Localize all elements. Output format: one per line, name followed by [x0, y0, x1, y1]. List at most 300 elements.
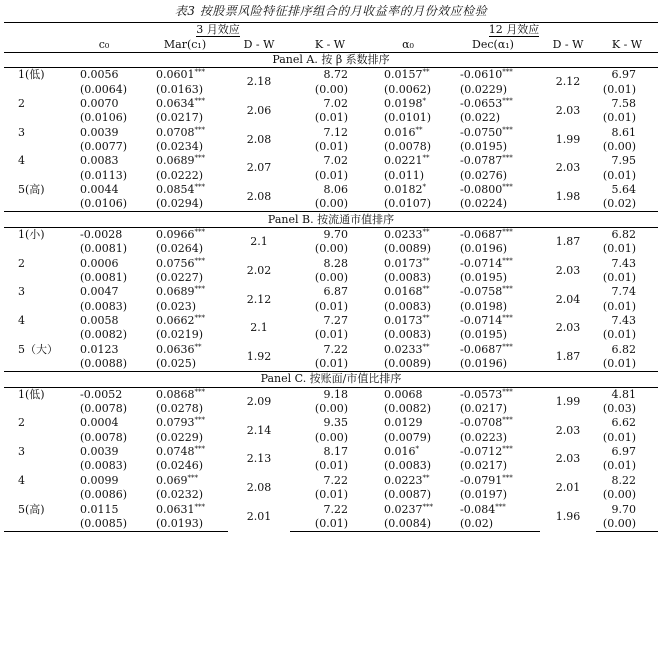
kw-december-p-value: (0.00)	[602, 139, 636, 153]
mar-value	[142, 183, 228, 197]
row-label-empty	[4, 197, 66, 212]
mar-se	[142, 111, 228, 125]
kw-march-value: 8.28	[323, 256, 348, 270]
dw-march-value: 2.06	[246, 104, 272, 118]
mar-value	[142, 416, 228, 430]
col-header: Dec(α₁)	[446, 37, 540, 52]
dw-december-value: 1.87	[555, 349, 581, 363]
dec-value-value: -0.0714	[460, 256, 503, 270]
dw-december	[540, 445, 596, 474]
c0-value-value: 0.0047	[80, 285, 119, 299]
dw-march	[228, 285, 290, 314]
col-header: Mar(c₁)	[142, 37, 228, 52]
kw-march	[290, 68, 370, 83]
panel-title-value: Panel A. 按 β 系数排序	[272, 52, 390, 66]
a0-value	[370, 68, 446, 83]
significance-stars: **	[422, 227, 430, 236]
dw-march-value: 2.01	[246, 509, 272, 523]
a0-se	[370, 300, 446, 314]
significance-stars: ***	[502, 285, 513, 294]
dw-march-value: 2.1	[250, 235, 268, 249]
kw-march-p-value: (0.01)	[314, 328, 348, 342]
dec-se-value: (0.0217)	[460, 459, 508, 473]
kw-march-value: 7.22	[323, 342, 348, 356]
significance-stars: ***	[194, 68, 205, 77]
kw-december-p	[596, 82, 658, 96]
row-label-value: 1(低)	[18, 387, 45, 401]
a0-value	[370, 183, 446, 197]
c0-se	[66, 517, 142, 532]
dec-value	[446, 125, 540, 139]
row-label-value: 3	[18, 125, 25, 139]
col-header: c₀	[66, 37, 142, 52]
c0-value-value: 0.0115	[80, 502, 119, 516]
kw-march	[290, 227, 370, 242]
row-label-value: 2	[18, 256, 25, 270]
c0-value-value: 0.0083	[80, 154, 119, 168]
mar-se	[142, 140, 228, 154]
dw-december	[540, 314, 596, 343]
column-header-row	[4, 37, 658, 52]
kw-march-p	[290, 402, 370, 416]
a0-se-value: (0.0107)	[384, 197, 432, 211]
panel-title-value: Panel C. 按账面/市值比排序	[260, 372, 402, 386]
c0-value-value: 0.0006	[80, 256, 119, 270]
c0-se-value: (0.0081)	[80, 271, 128, 285]
c0-value-value: 0.0058	[80, 314, 119, 328]
row-label-empty	[4, 140, 66, 154]
dec-value-value: -0.0758	[460, 285, 503, 299]
kw-december-value: 4.81	[611, 387, 636, 401]
kw-december-value: 7.95	[611, 154, 636, 168]
row-label-empty	[4, 328, 66, 342]
dec-value-value: -0.0714	[460, 314, 503, 328]
c0-se-value: (0.0113)	[80, 168, 128, 182]
dec-value	[446, 474, 540, 488]
kw-march-p	[290, 197, 370, 212]
a0-se-value: (0.0087)	[384, 488, 432, 502]
kw-december-value: 6.62	[611, 416, 636, 430]
kw-december-p	[596, 459, 658, 473]
a0-se	[370, 488, 446, 502]
dec-se	[446, 242, 540, 256]
c0-se	[66, 111, 142, 125]
c0-se-value: (0.0106)	[80, 197, 128, 211]
c0-se	[66, 328, 142, 342]
c0-value	[66, 285, 142, 299]
dec-se	[446, 300, 540, 314]
kw-december-value: 7.74	[611, 285, 636, 299]
kw-march-p-value: (0.00)	[314, 197, 348, 211]
row-label	[4, 125, 66, 139]
dw-march	[228, 387, 290, 416]
mar-value	[142, 314, 228, 328]
kw-march-p	[290, 300, 370, 314]
dec-value	[446, 97, 540, 111]
c0-value	[66, 502, 142, 516]
a0-value	[370, 474, 446, 488]
kw-march-p-value: (0.01)	[314, 139, 348, 153]
table-row	[4, 445, 658, 459]
kw-march	[290, 183, 370, 197]
dw-march-value: 2.07	[246, 161, 272, 175]
dec-value-value: -0.0800	[460, 182, 503, 196]
group-header-march: 3 月效应	[66, 23, 370, 38]
c0-se	[66, 168, 142, 182]
kw-march	[290, 502, 370, 516]
kw-march-p-value: (0.01)	[314, 111, 348, 125]
table-row	[4, 125, 658, 139]
row-label	[4, 502, 66, 516]
mar-value-value: 0.0756	[156, 256, 195, 270]
kw-december-value: 6.97	[611, 445, 636, 459]
a0-se	[370, 328, 446, 342]
c0-se	[66, 402, 142, 416]
mar-se-value: (0.0193)	[156, 516, 204, 530]
row-label	[4, 227, 66, 242]
row-label-value: 4	[18, 473, 25, 487]
kw-december-value: 7.43	[611, 256, 636, 270]
kw-march-p-value: (0.01)	[314, 516, 348, 530]
c0-value-value: 0.0039	[80, 125, 119, 139]
kw-december-p-value: (0.03)	[602, 402, 636, 416]
dw-december	[540, 183, 596, 212]
c0-se-value: (0.0083)	[80, 299, 128, 313]
kw-march-value: 8.17	[323, 445, 348, 459]
col-header: D - W	[228, 37, 290, 52]
dw-march	[228, 183, 290, 212]
row-label-empty	[4, 431, 66, 445]
col-header: D - W	[540, 37, 596, 52]
mar-value	[142, 502, 228, 516]
c0-value-value: 0.0070	[80, 96, 119, 110]
kw-march-p-value: (0.00)	[314, 82, 348, 96]
a0-se-value: (0.0082)	[384, 402, 432, 416]
c0-se	[66, 140, 142, 154]
c0-se	[66, 82, 142, 96]
a0-value-value: 0.0233	[384, 342, 423, 356]
kw-december-p-value: (0.01)	[602, 168, 636, 182]
dec-value	[446, 285, 540, 299]
table-row	[4, 343, 658, 357]
dw-march-value: 2.02	[246, 263, 272, 277]
table-row	[4, 183, 658, 197]
significance-stars: ***	[502, 68, 513, 77]
c0-se	[66, 431, 142, 445]
a0-value	[370, 416, 446, 430]
kw-march-p	[290, 168, 370, 182]
c0-se-value: (0.0081)	[80, 242, 128, 256]
c0-value	[66, 125, 142, 139]
group-header-december: 12 月效应	[370, 23, 658, 38]
mar-value-value: 0.0689	[156, 154, 195, 168]
dec-value-value: -0.0653	[460, 96, 503, 110]
kw-december-value: 7.43	[611, 314, 636, 328]
dw-march-value: 2.18	[246, 75, 272, 89]
a0-se-value: (0.0083)	[384, 271, 432, 285]
significance-stars: ***	[502, 96, 513, 105]
kw-december-p	[596, 140, 658, 154]
kw-december	[596, 416, 658, 430]
dw-december-value: 2.12	[555, 75, 581, 89]
kw-december-p	[596, 402, 658, 416]
c0-value	[66, 97, 142, 111]
c0-se	[66, 357, 142, 372]
kw-december	[596, 68, 658, 83]
dw-december	[540, 416, 596, 445]
kw-march-p-value: (0.01)	[314, 299, 348, 313]
mar-se	[142, 517, 228, 532]
significance-stars: ***	[194, 227, 205, 236]
mar-value-value: 0.0634	[156, 96, 195, 110]
kw-december-p-value: (0.01)	[602, 328, 636, 342]
dec-value-value: -0.084	[460, 502, 496, 516]
results-table	[4, 22, 658, 532]
row-label-value: 4	[18, 154, 25, 168]
table-row	[4, 257, 658, 271]
kw-march-value: 8.72	[323, 68, 348, 82]
row-label-empty	[4, 82, 66, 96]
kw-march	[290, 314, 370, 328]
kw-december-value: 9.70	[611, 502, 636, 516]
c0-value	[66, 227, 142, 242]
c0-se-value: (0.0086)	[80, 488, 128, 502]
kw-march-p	[290, 357, 370, 372]
kw-december	[596, 445, 658, 459]
dw-december	[540, 502, 596, 531]
c0-value	[66, 445, 142, 459]
kw-december-p	[596, 300, 658, 314]
table-row	[4, 314, 658, 328]
c0-value-value: 0.0004	[80, 416, 119, 430]
kw-december-p-value: (0.02)	[602, 197, 636, 211]
row-label	[4, 154, 66, 168]
kw-december-p	[596, 357, 658, 372]
significance-stars: **	[194, 342, 202, 351]
dec-value-value: -0.0750	[460, 125, 503, 139]
significance-stars: **	[422, 342, 430, 351]
a0-se-value: (0.0079)	[384, 430, 432, 444]
mar-se-value: (0.0232)	[156, 488, 204, 502]
table-row	[4, 474, 658, 488]
significance-stars: **	[422, 68, 430, 77]
mar-value	[142, 474, 228, 488]
dw-march	[228, 257, 290, 286]
kw-december-p	[596, 328, 658, 342]
mar-value	[142, 285, 228, 299]
kw-march-p-value: (0.01)	[314, 357, 348, 371]
dw-march	[228, 314, 290, 343]
a0-value	[370, 154, 446, 168]
kw-march-value: 6.87	[323, 285, 348, 299]
a0-value	[370, 125, 446, 139]
table-caption: 表3 按股票风险特征排序组合的月收益率的月份效应检验	[174, 4, 488, 18]
a0-se	[370, 517, 446, 532]
c0-value	[66, 343, 142, 357]
kw-december	[596, 97, 658, 111]
dec-se-value: (0.0196)	[460, 357, 508, 371]
mar-value-value: 0.0662	[156, 314, 195, 328]
dw-march-value: 2.14	[246, 423, 272, 437]
kw-december-p-value: (0.00)	[602, 516, 636, 530]
kw-december	[596, 502, 658, 516]
kw-march	[290, 285, 370, 299]
kw-december-p	[596, 517, 658, 532]
dw-december	[540, 474, 596, 503]
panel-title-row	[4, 212, 658, 227]
mar-value-value: 0.0854	[156, 182, 195, 196]
kw-march	[290, 445, 370, 459]
dw-march	[228, 502, 290, 531]
a0-value	[370, 343, 446, 357]
mar-value-value: 0.0868	[156, 387, 195, 401]
significance-stars: ***	[422, 502, 433, 511]
c0-value	[66, 387, 142, 402]
table-row	[4, 154, 658, 168]
kw-march-p	[290, 140, 370, 154]
a0-value	[370, 314, 446, 328]
row-label-empty	[4, 111, 66, 125]
kw-march-p-value: (0.00)	[314, 430, 348, 444]
dw-december-value: 1.99	[555, 132, 581, 146]
kw-december-p	[596, 111, 658, 125]
mar-se	[142, 402, 228, 416]
dec-se	[446, 111, 540, 125]
significance-stars: ***	[502, 154, 513, 163]
significance-stars: *	[422, 96, 426, 105]
a0-value	[370, 227, 446, 242]
significance-stars: *	[415, 445, 419, 454]
kw-march-value: 7.12	[323, 125, 348, 139]
c0-se	[66, 242, 142, 256]
dw-march-value: 2.1	[250, 321, 268, 335]
kw-march-p	[290, 431, 370, 445]
c0-value-value: 0.0056	[80, 68, 119, 82]
a0-value	[370, 285, 446, 299]
a0-value-value: 0.0182	[384, 182, 423, 196]
dec-se-value: (0.0223)	[460, 430, 508, 444]
dw-march-value: 2.09	[246, 394, 272, 408]
mar-value-value: 0.0631	[156, 502, 195, 516]
dec-value-value: -0.0687	[460, 227, 503, 241]
significance-stars: *	[422, 182, 426, 191]
c0-se-value: (0.0088)	[80, 357, 128, 371]
a0-se	[370, 402, 446, 416]
row-label	[4, 445, 66, 459]
kw-december-p-value: (0.01)	[602, 271, 636, 285]
dw-december-value: 1.96	[555, 509, 581, 523]
significance-stars: ***	[502, 387, 513, 396]
dw-december-value: 2.03	[555, 452, 581, 466]
a0-value-value: 0.0129	[384, 416, 423, 430]
row-label	[4, 183, 66, 197]
dec-se-value: (0.0195)	[460, 139, 508, 153]
dec-value-value: -0.0573	[460, 387, 503, 401]
dw-march	[228, 445, 290, 474]
dw-march-value: 2.08	[246, 190, 272, 204]
row-label-empty	[4, 271, 66, 285]
c0-value	[66, 257, 142, 271]
kw-march-value: 7.27	[323, 314, 348, 328]
a0-se	[370, 140, 446, 154]
a0-value-value: 0.0233	[384, 227, 423, 241]
kw-march	[290, 387, 370, 402]
dw-march-value: 2.12	[246, 292, 272, 306]
dw-march-value: 1.92	[246, 349, 272, 363]
kw-march	[290, 154, 370, 168]
dw-december-value: 2.04	[555, 292, 581, 306]
dec-value	[446, 257, 540, 271]
c0-se	[66, 300, 142, 314]
significance-stars: ***	[502, 342, 513, 351]
dec-value-value: -0.0708	[460, 416, 503, 430]
dw-december	[540, 97, 596, 126]
kw-march-value: 9.70	[323, 227, 348, 241]
kw-march-p-value: (0.00)	[314, 271, 348, 285]
dec-value	[446, 227, 540, 242]
kw-december-value: 5.64	[611, 182, 636, 196]
mar-se	[142, 271, 228, 285]
dw-december-value: 2.03	[555, 263, 581, 277]
kw-december-p	[596, 168, 658, 182]
significance-stars: **	[422, 256, 430, 265]
dec-se	[446, 517, 540, 532]
table-row	[4, 97, 658, 111]
a0-se-value: (0.0089)	[384, 357, 432, 371]
kw-december-value: 6.97	[611, 68, 636, 82]
row-label-value: 3	[18, 445, 25, 459]
mar-se	[142, 197, 228, 212]
mar-se-value: (0.0264)	[156, 242, 204, 256]
a0-se-value: (0.0101)	[384, 111, 432, 125]
panel-title-row	[4, 52, 658, 67]
dec-se	[446, 140, 540, 154]
kw-march-p-value: (0.01)	[314, 459, 348, 473]
dec-se-value: (0.0197)	[460, 488, 508, 502]
a0-se	[370, 271, 446, 285]
kw-december-value: 8.22	[611, 473, 636, 487]
mar-se-value: (0.0229)	[156, 430, 204, 444]
mar-value	[142, 445, 228, 459]
kw-december	[596, 154, 658, 168]
significance-stars: **	[422, 314, 430, 323]
panel-title	[4, 372, 658, 387]
kw-december-value: 6.82	[611, 342, 636, 356]
a0-value-value: 0.016	[384, 445, 416, 459]
col-header: α₀	[370, 37, 446, 52]
row-label-value: 5（大）	[18, 342, 58, 356]
kw-march	[290, 416, 370, 430]
a0-value-value: 0.016	[384, 125, 416, 139]
row-label-empty	[4, 357, 66, 372]
significance-stars: **	[422, 285, 430, 294]
kw-december-p-value: (0.01)	[602, 299, 636, 313]
significance-stars: ***	[194, 256, 205, 265]
mar-value-value: 0.0689	[156, 285, 195, 299]
dec-value	[446, 387, 540, 402]
mar-se-value: (0.0222)	[156, 168, 204, 182]
kw-december-p-value: (0.01)	[602, 82, 636, 96]
a0-se	[370, 168, 446, 182]
panel-title	[4, 52, 658, 67]
kw-march-p	[290, 242, 370, 256]
dec-se-value: (0.0196)	[460, 242, 508, 256]
kw-march	[290, 97, 370, 111]
dec-se	[446, 271, 540, 285]
kw-december-value: 7.58	[611, 96, 636, 110]
dec-se	[446, 357, 540, 372]
c0-se-value: (0.0064)	[80, 82, 128, 96]
